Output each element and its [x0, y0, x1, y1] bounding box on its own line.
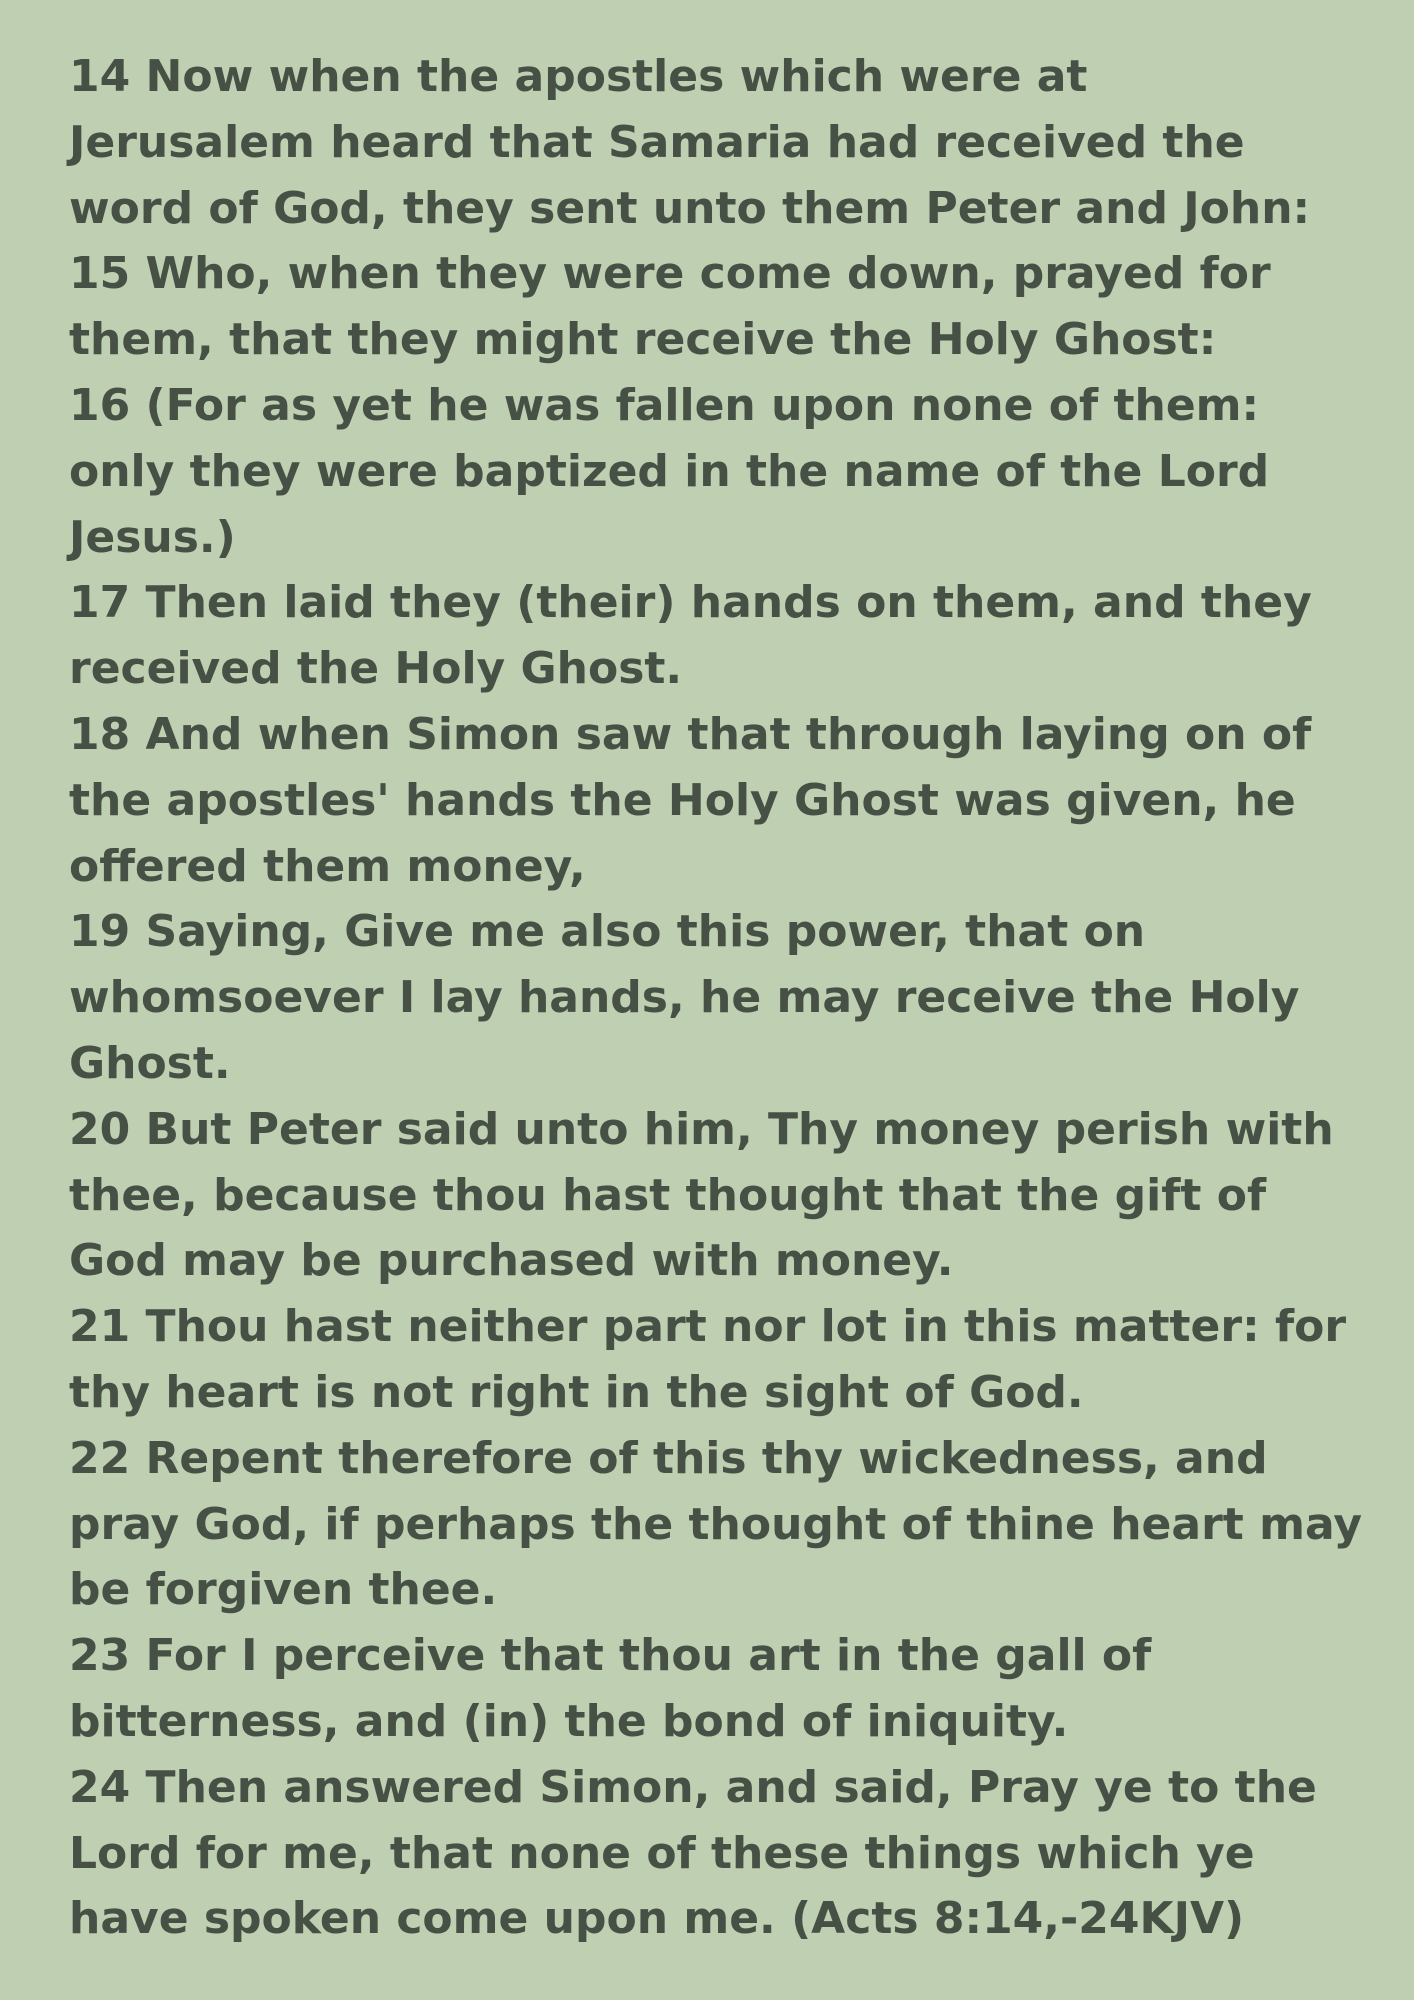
- text-line: Jerusalem heard that Samaria had received the: [69, 116, 1245, 168]
- text-line: 18 And when Simon saw that through laying on of: [69, 708, 1312, 760]
- text-line: 21 Thou hast neither part nor lot in this matter: for: [69, 1301, 1347, 1353]
- text-line: be forgiven thee.: [69, 1564, 498, 1616]
- text-line: 15 Who, when they were come down, prayed for: [69, 248, 1271, 300]
- text-line: offered them money,: [69, 840, 586, 892]
- text-line: 19 Saying, Give me also this power, that on: [69, 906, 1146, 958]
- text-line: 20 But Peter said unto him, Thy money perish with: [69, 1103, 1334, 1155]
- text-line: them, that they might receive the Holy Ghost:: [69, 314, 1217, 366]
- text-line: whomsoever I lay hands, he may receive the Holy: [69, 972, 1300, 1024]
- text-line: Ghost.: [69, 1037, 231, 1089]
- text-line: 23 For I perceive that thou art in the gall of: [69, 1630, 1152, 1682]
- text-line: received the Holy Ghost.: [69, 643, 683, 695]
- text-line: word of God, they sent unto them Peter and John:: [69, 182, 1311, 234]
- text-line: thee, because thou hast thought that the gift of: [69, 1169, 1267, 1221]
- text-line: pray God, if perhaps the thought of thine heart may: [69, 1498, 1362, 1550]
- text-line: Lord for me, that none of these things which ye: [69, 1827, 1255, 1879]
- text-line: 17 Then laid they (their) hands on them, and they: [69, 577, 1312, 629]
- scripture-passage: [69, 44, 1374, 1952]
- text-line: have spoken come upon me. (Acts 8:14,-24KJV): [69, 1893, 1245, 1945]
- text-line: 24 Then answered Simon, and said, Pray ye to the: [69, 1761, 1317, 1813]
- text-line: 16 (For as yet he was fallen upon none of them:: [69, 379, 1260, 431]
- text-line: the apostles' hands the Holy Ghost was given, he: [69, 774, 1296, 826]
- text-line: 14 Now when the apostles which were at: [69, 51, 1088, 102]
- text-line: Jesus.): [69, 511, 236, 563]
- text-line: bitterness, and (in) the bond of iniquity.: [69, 1695, 1069, 1747]
- text-line: thy heart is not right in the sight of God.: [69, 1366, 1084, 1418]
- text-line: 22 Repent therefore of this thy wickedness, and: [69, 1432, 1268, 1484]
- text-line: God may be purchased with money.: [69, 1235, 954, 1287]
- text-line: only they were baptized in the name of the Lord: [69, 445, 1270, 497]
